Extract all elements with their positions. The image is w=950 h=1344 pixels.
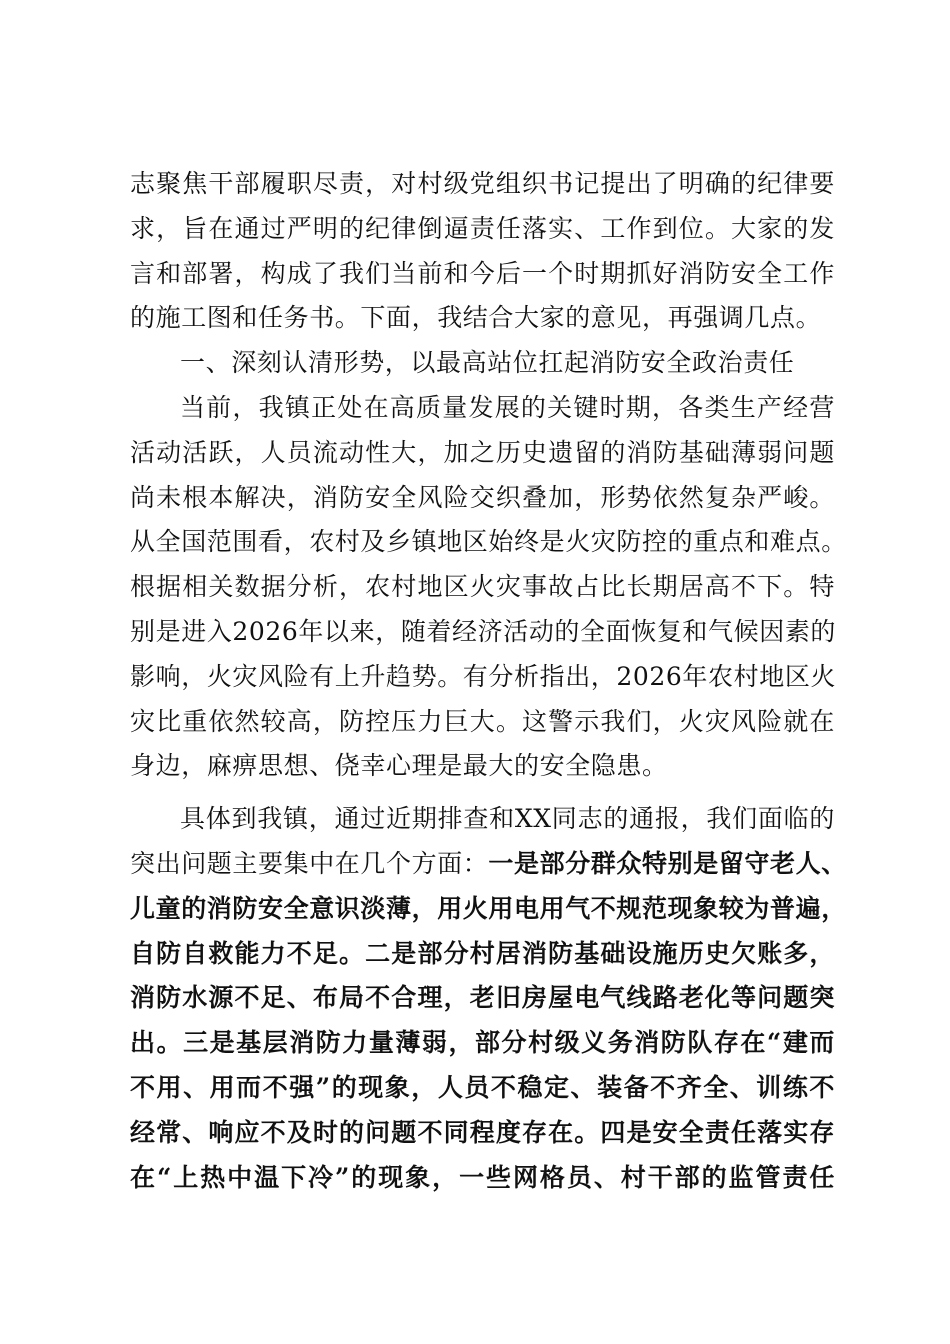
body-line-mixed: [130, 842, 847, 887]
body-line: 言和部署，构成了我们当前和今后一个时期抓好消防安全工作: [130, 258, 835, 288]
bold-line: 经常、响应不及时的问题不同程度存在。四是安全责任落实存: [130, 1117, 835, 1147]
body-text: 突出问题主要集中在几个方面：: [130, 848, 489, 878]
bold-line: 出。三是基层消防力量薄弱，部分村级义务消防队存在“建而: [130, 1028, 835, 1058]
bold-text: 一是部分群众特别是留守老人、: [488, 848, 847, 878]
body-line: 别是进入2026年以来，随着经济活动的全面恢复和气候因素的: [130, 616, 837, 646]
body-line: 尚未根本解决，消防安全风险交织叠加，形势依然复杂严峻。: [130, 482, 835, 512]
body-line: 具体到我镇，通过近期排查和XX同志的通报，我们面临的: [180, 804, 835, 834]
bold-line: 儿童的消防安全意识淡薄，用火用电用气不规范现象较为普遍，: [130, 893, 847, 923]
bold-line: 自防自救能力不足。二是部分村居消防基础设施历史欠账多，: [130, 938, 835, 968]
bold-line: 在“上热中温下冷”的现象，一些网格员、村干部的监管责任: [130, 1162, 835, 1192]
body-line: 影响，火灾风险有上升趋势。有分析指出，2026年农村地区火: [130, 661, 837, 691]
document-body: [130, 162, 847, 1200]
section-heading: 一、深刻认清形势，以最高站位扛起消防安全政治责任: [180, 348, 795, 378]
body-line: 身边，麻痹思想、侥幸心理是最大的安全隐患。: [130, 751, 668, 781]
body-line: 从全国范围看，农村及乡镇地区始终是火灾防控的重点和难点。: [130, 527, 847, 557]
bold-line: 消防水源不足、布局不合理，老旧房屋电气线路老化等问题突: [130, 983, 835, 1013]
bold-line: 不用、用而不强”的现象，人员不稳定、装备不齐全、训练不: [130, 1072, 835, 1102]
body-line: 志聚焦干部履职尽责，对村级党组织书记提出了明确的纪律要: [130, 169, 835, 198]
body-line: 灾比重依然较高，防控压力巨大。这警示我们，火灾风险就在: [130, 706, 835, 736]
body-line: 求，旨在通过严明的纪律倒逼责任落实、工作到位。大家的发: [130, 213, 835, 243]
body-line: 当前，我镇正处在高质量发展的关键时期，各类生产经营: [180, 392, 835, 422]
body-line: 活动活跃，人员流动性大，加之历史遗留的消防基础薄弱问题: [130, 437, 835, 467]
body-line: 根据相关数据分析，农村地区火灾事故占比长期居高不下。特: [130, 572, 835, 602]
body-line: 的施工图和任务书。下面，我结合大家的意见，再强调几点。: [130, 303, 822, 333]
